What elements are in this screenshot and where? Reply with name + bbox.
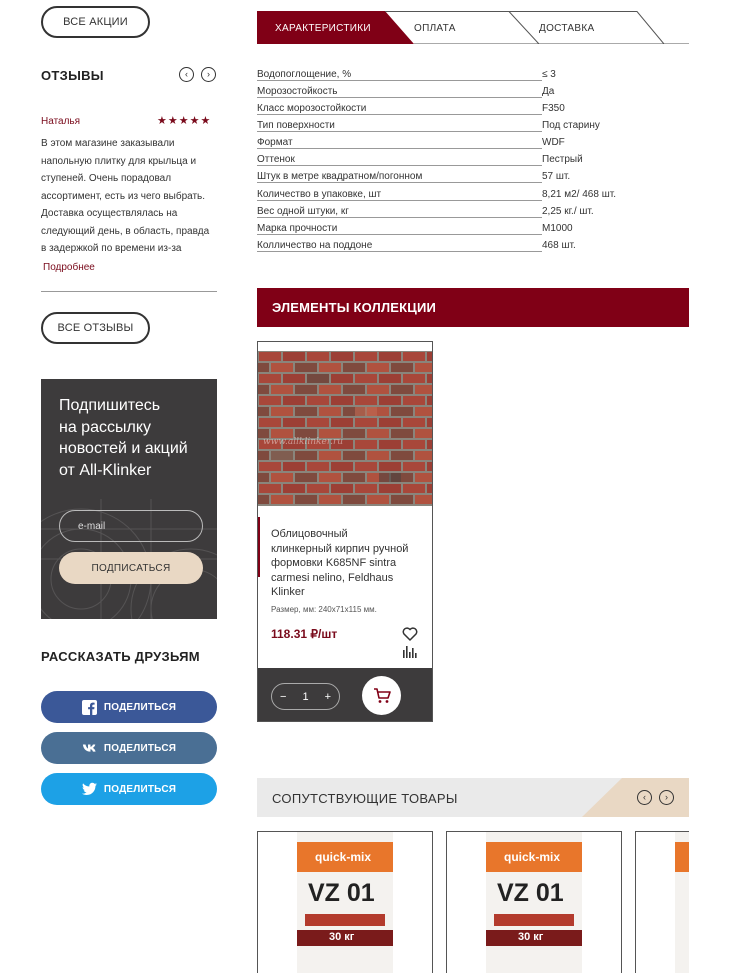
review-author: Наталья [41, 116, 81, 127]
subscribe-panel [41, 379, 217, 619]
review-text: В этом магазине заказывали напольную плитку для крыльца и ступеней. Очень порадовал ассортимент, есть из чего выбрать. Доставка осуществлялась на следующий день, в область, правда в задержкой по времени из-за [41, 138, 210, 254]
product-size: Размер, мм: 240x71x115 мм. [271, 605, 377, 614]
spec-row: Количество в упаковке, шт 8,21 м2/ 468 шт. [257, 189, 616, 200]
related-product-card[interactable] [257, 831, 433, 973]
related-code: VZ 01 [497, 879, 564, 907]
quantity-minus-button[interactable]: − [280, 690, 287, 703]
tab-delivery[interactable]: ДОСТАВКА [539, 23, 595, 34]
related-code: VZ 01 [308, 879, 375, 907]
all-promos-button[interactable]: ВСЕ АКЦИИ [41, 6, 150, 38]
cart-icon [373, 688, 391, 704]
bag-stripe [305, 914, 385, 926]
share-twitter-button[interactable] [41, 773, 217, 805]
product-name[interactable]: Облицовочный клинкерный кирпич ручной формовки K685NF sintra carmesi nelino, Feldhaus Klinker [271, 528, 409, 598]
product-image[interactable] [258, 351, 432, 506]
related-product-image[interactable] [297, 832, 393, 973]
share-twitter-label: ПОДЕЛИТЬСЯ [103, 783, 177, 795]
vk-icon [82, 741, 97, 756]
spec-row: Вес одной штуки, кг 2,25 кг./ шт. [257, 206, 594, 217]
bag-label-band [675, 842, 689, 872]
image-watermark: www.allklinker.ru [263, 437, 344, 447]
related-brand: quick-mix [504, 850, 561, 864]
review-more-link[interactable]: Подробнее [43, 262, 95, 273]
card-accent-line [258, 517, 260, 577]
card-actions [258, 668, 432, 721]
spec-row: Формат WDF [257, 137, 565, 148]
related-product-image[interactable] [675, 832, 689, 973]
related-weight: 30 кг [329, 931, 355, 943]
spec-row: Водопоглощение, % ≤ 3 [257, 69, 556, 80]
email-input[interactable]: e-mail [59, 510, 203, 542]
product-card[interactable] [257, 341, 433, 722]
reviews-title: ОТЗЫВЫ [41, 68, 104, 83]
share-title: РАССКАЗАТЬ ДРУЗЬЯМ [41, 649, 200, 664]
related-product-image[interactable] [486, 832, 582, 973]
share-facebook-label: ПОДЕЛИТЬСЯ [103, 701, 177, 713]
quantity-value[interactable]: 1 [302, 690, 309, 703]
share-facebook-button[interactable] [41, 691, 217, 723]
spec-row: Оттенок Пестрый [257, 154, 583, 165]
tab-characteristics[interactable]: ХАРАКТЕРИСТИКИ [275, 23, 371, 34]
reviews-divider [41, 291, 217, 292]
spec-row: Штук в метре квадратном/погонном 57 шт. [257, 171, 571, 182]
collection-title: ЭЛЕМЕНТЫ КОЛЛЕКЦИИ [257, 288, 689, 327]
related-next-arrow-icon[interactable]: › [659, 790, 674, 805]
twitter-icon [82, 782, 97, 797]
quantity-stepper[interactable] [271, 683, 340, 710]
related-weight: 30 кг [518, 931, 544, 943]
spec-row: Марка прочности М1000 [257, 223, 573, 234]
related-product-card[interactable] [446, 831, 622, 973]
facebook-icon [82, 700, 97, 715]
reviews-next-arrow-icon[interactable]: › [201, 67, 216, 82]
wishlist-heart-icon[interactable] [402, 627, 418, 641]
compare-chart-icon[interactable] [403, 646, 417, 658]
bag-stripe [494, 914, 574, 926]
subscribe-title: Подпишитесь на рассылку новостей и акций от All-Klinker [59, 397, 188, 479]
share-vk-label: ПОДЕЛИТЬСЯ [103, 742, 177, 754]
all-reviews-button[interactable]: ВСЕ ОТЗЫВЫ [41, 312, 150, 344]
quantity-plus-button[interactable]: + [324, 690, 331, 703]
product-price: 118.31 ₽/шт [271, 627, 338, 641]
review-rating-stars-icon: ★★★★★ [157, 115, 212, 127]
tab-payment[interactable]: ОПЛАТА [414, 23, 456, 34]
add-to-cart-button[interactable] [362, 676, 401, 715]
related-products-title: СОПУТСТВУЮЩИЕ ТОВАРЫ [272, 791, 458, 806]
related-product-card-partial[interactable] [635, 831, 689, 973]
related-products-header [257, 778, 689, 817]
spec-row: Класс морозостойкости F350 [257, 103, 565, 114]
subscribe-button[interactable]: ПОДПИСАТЬСЯ [59, 552, 203, 584]
spec-row: Тип поверхности Под старину [257, 120, 600, 131]
share-vk-button[interactable] [41, 732, 217, 764]
related-brand: quick-mix [315, 850, 372, 864]
spec-row: Морозостойкость Да [257, 86, 555, 97]
related-prev-arrow-icon[interactable]: ‹ [637, 790, 652, 805]
reviews-prev-arrow-icon[interactable]: ‹ [179, 67, 194, 82]
spec-row: Колличество на поддоне 468 шт. [257, 240, 576, 251]
